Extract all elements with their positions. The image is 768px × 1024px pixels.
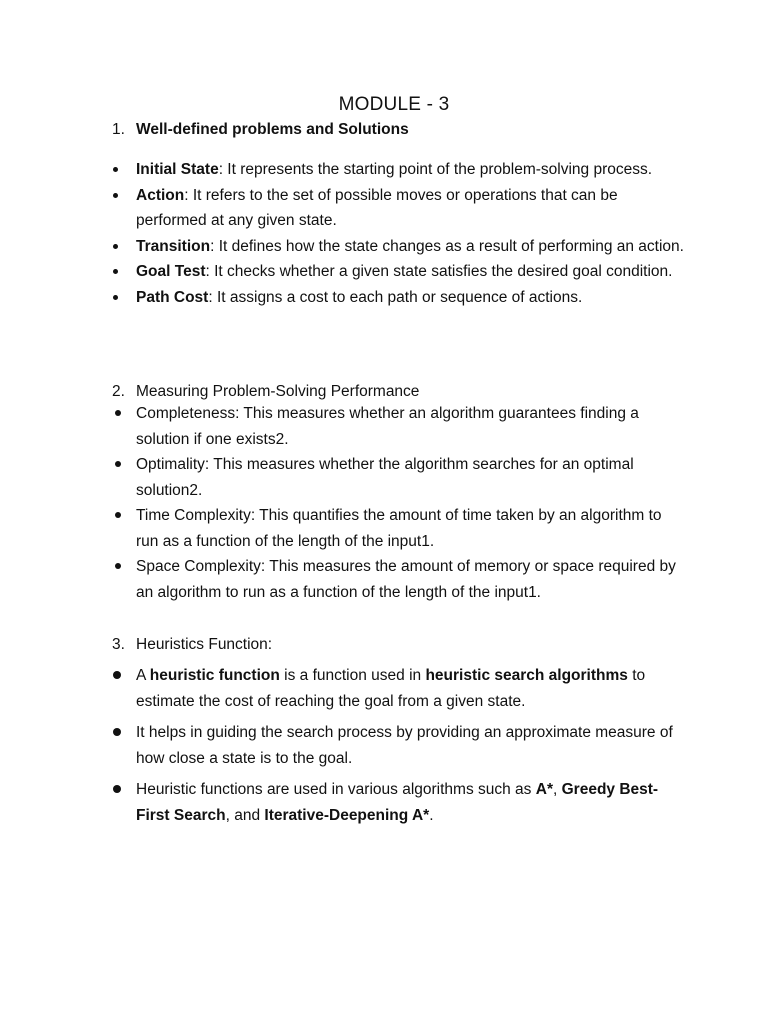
term: Transition bbox=[136, 237, 211, 255]
keyword: A* bbox=[535, 781, 553, 798]
list-item bbox=[0, 234, 768, 260]
section-3-list bbox=[0, 663, 768, 834]
section-1-heading bbox=[112, 118, 712, 142]
bullet-icon bbox=[113, 193, 118, 198]
term: Initial State bbox=[136, 161, 219, 178]
term: Path Cost bbox=[136, 288, 209, 306]
bullet-icon bbox=[115, 512, 121, 518]
keyword: heuristic function bbox=[149, 667, 280, 684]
list-item: A heuristic function is a function used in heuristic search algorithms to estimate the cost of reaching the goal from a given state. bbox=[0, 663, 768, 714]
section-number: 3. bbox=[112, 636, 125, 653]
definition: : It represents the starting point of the problem-solving process. bbox=[218, 161, 653, 178]
bullet-icon bbox=[113, 671, 121, 679]
definition: : It checks whether a given state satisfies the desired goal condition. bbox=[205, 263, 673, 280]
page-title: MODULE - 3 bbox=[338, 94, 450, 115]
list-item: Heuristic functions are used in various algorithms such as A*, Greedy Best-First Search, and Iterative-Deepening A*. bbox=[0, 777, 768, 828]
bullet-icon bbox=[113, 244, 118, 249]
section-number: 1. bbox=[112, 121, 125, 138]
section-number: 2. bbox=[112, 383, 125, 400]
bullet-icon bbox=[113, 269, 118, 274]
term: Action bbox=[136, 186, 185, 204]
section-3-heading bbox=[112, 633, 712, 657]
bullet-icon bbox=[113, 167, 118, 172]
definition: : It defines how the state changes as a result of performing an action. bbox=[210, 237, 684, 255]
list-item: Space Complexity: This measures the amount of memory or space required by an algorithm to run as a function of the length of the input1. bbox=[0, 554, 768, 605]
list-item: Optimality: This measures whether the algorithm searches for an optimal solution2. bbox=[0, 452, 768, 503]
term: Goal Test bbox=[136, 263, 206, 280]
keyword: Greedy Best-First Search bbox=[136, 781, 659, 824]
section-1-list bbox=[0, 157, 768, 310]
bullet-icon bbox=[113, 785, 121, 793]
bullet-icon bbox=[113, 295, 118, 300]
list-item bbox=[0, 157, 768, 183]
bullet-icon bbox=[115, 410, 121, 416]
bullet-icon bbox=[115, 461, 121, 467]
bullet-icon bbox=[113, 728, 121, 736]
keyword: heuristic search algorithms bbox=[425, 667, 628, 684]
keyword: Iterative-Deepening A* bbox=[264, 806, 430, 824]
section-title: Measuring Problem-Solving Performance bbox=[136, 383, 420, 400]
definition: : It refers to the set of possible moves or operations that can be performed at any given state. bbox=[136, 186, 618, 229]
section-title: Heuristics Function: bbox=[136, 636, 273, 653]
list-item: It helps in guiding the search process by providing an approximate measure of how close a state is to the goal. bbox=[0, 720, 768, 771]
list-item bbox=[0, 259, 768, 285]
bullet-icon bbox=[115, 563, 121, 569]
list-item bbox=[0, 285, 768, 311]
section-2-list bbox=[0, 401, 768, 605]
list-item: Time Complexity: This quantifies the amount of time taken by an algorithm to run as a function of the length of the input1. bbox=[0, 503, 768, 554]
definition: : It assigns a cost to each path or sequence of actions. bbox=[208, 288, 583, 306]
list-item bbox=[0, 183, 768, 234]
list-item: Completeness: This measures whether an algorithm guarantees finding a solution if one exists2. bbox=[0, 401, 768, 452]
section-title: Well-defined problems and Solutions bbox=[136, 121, 409, 138]
